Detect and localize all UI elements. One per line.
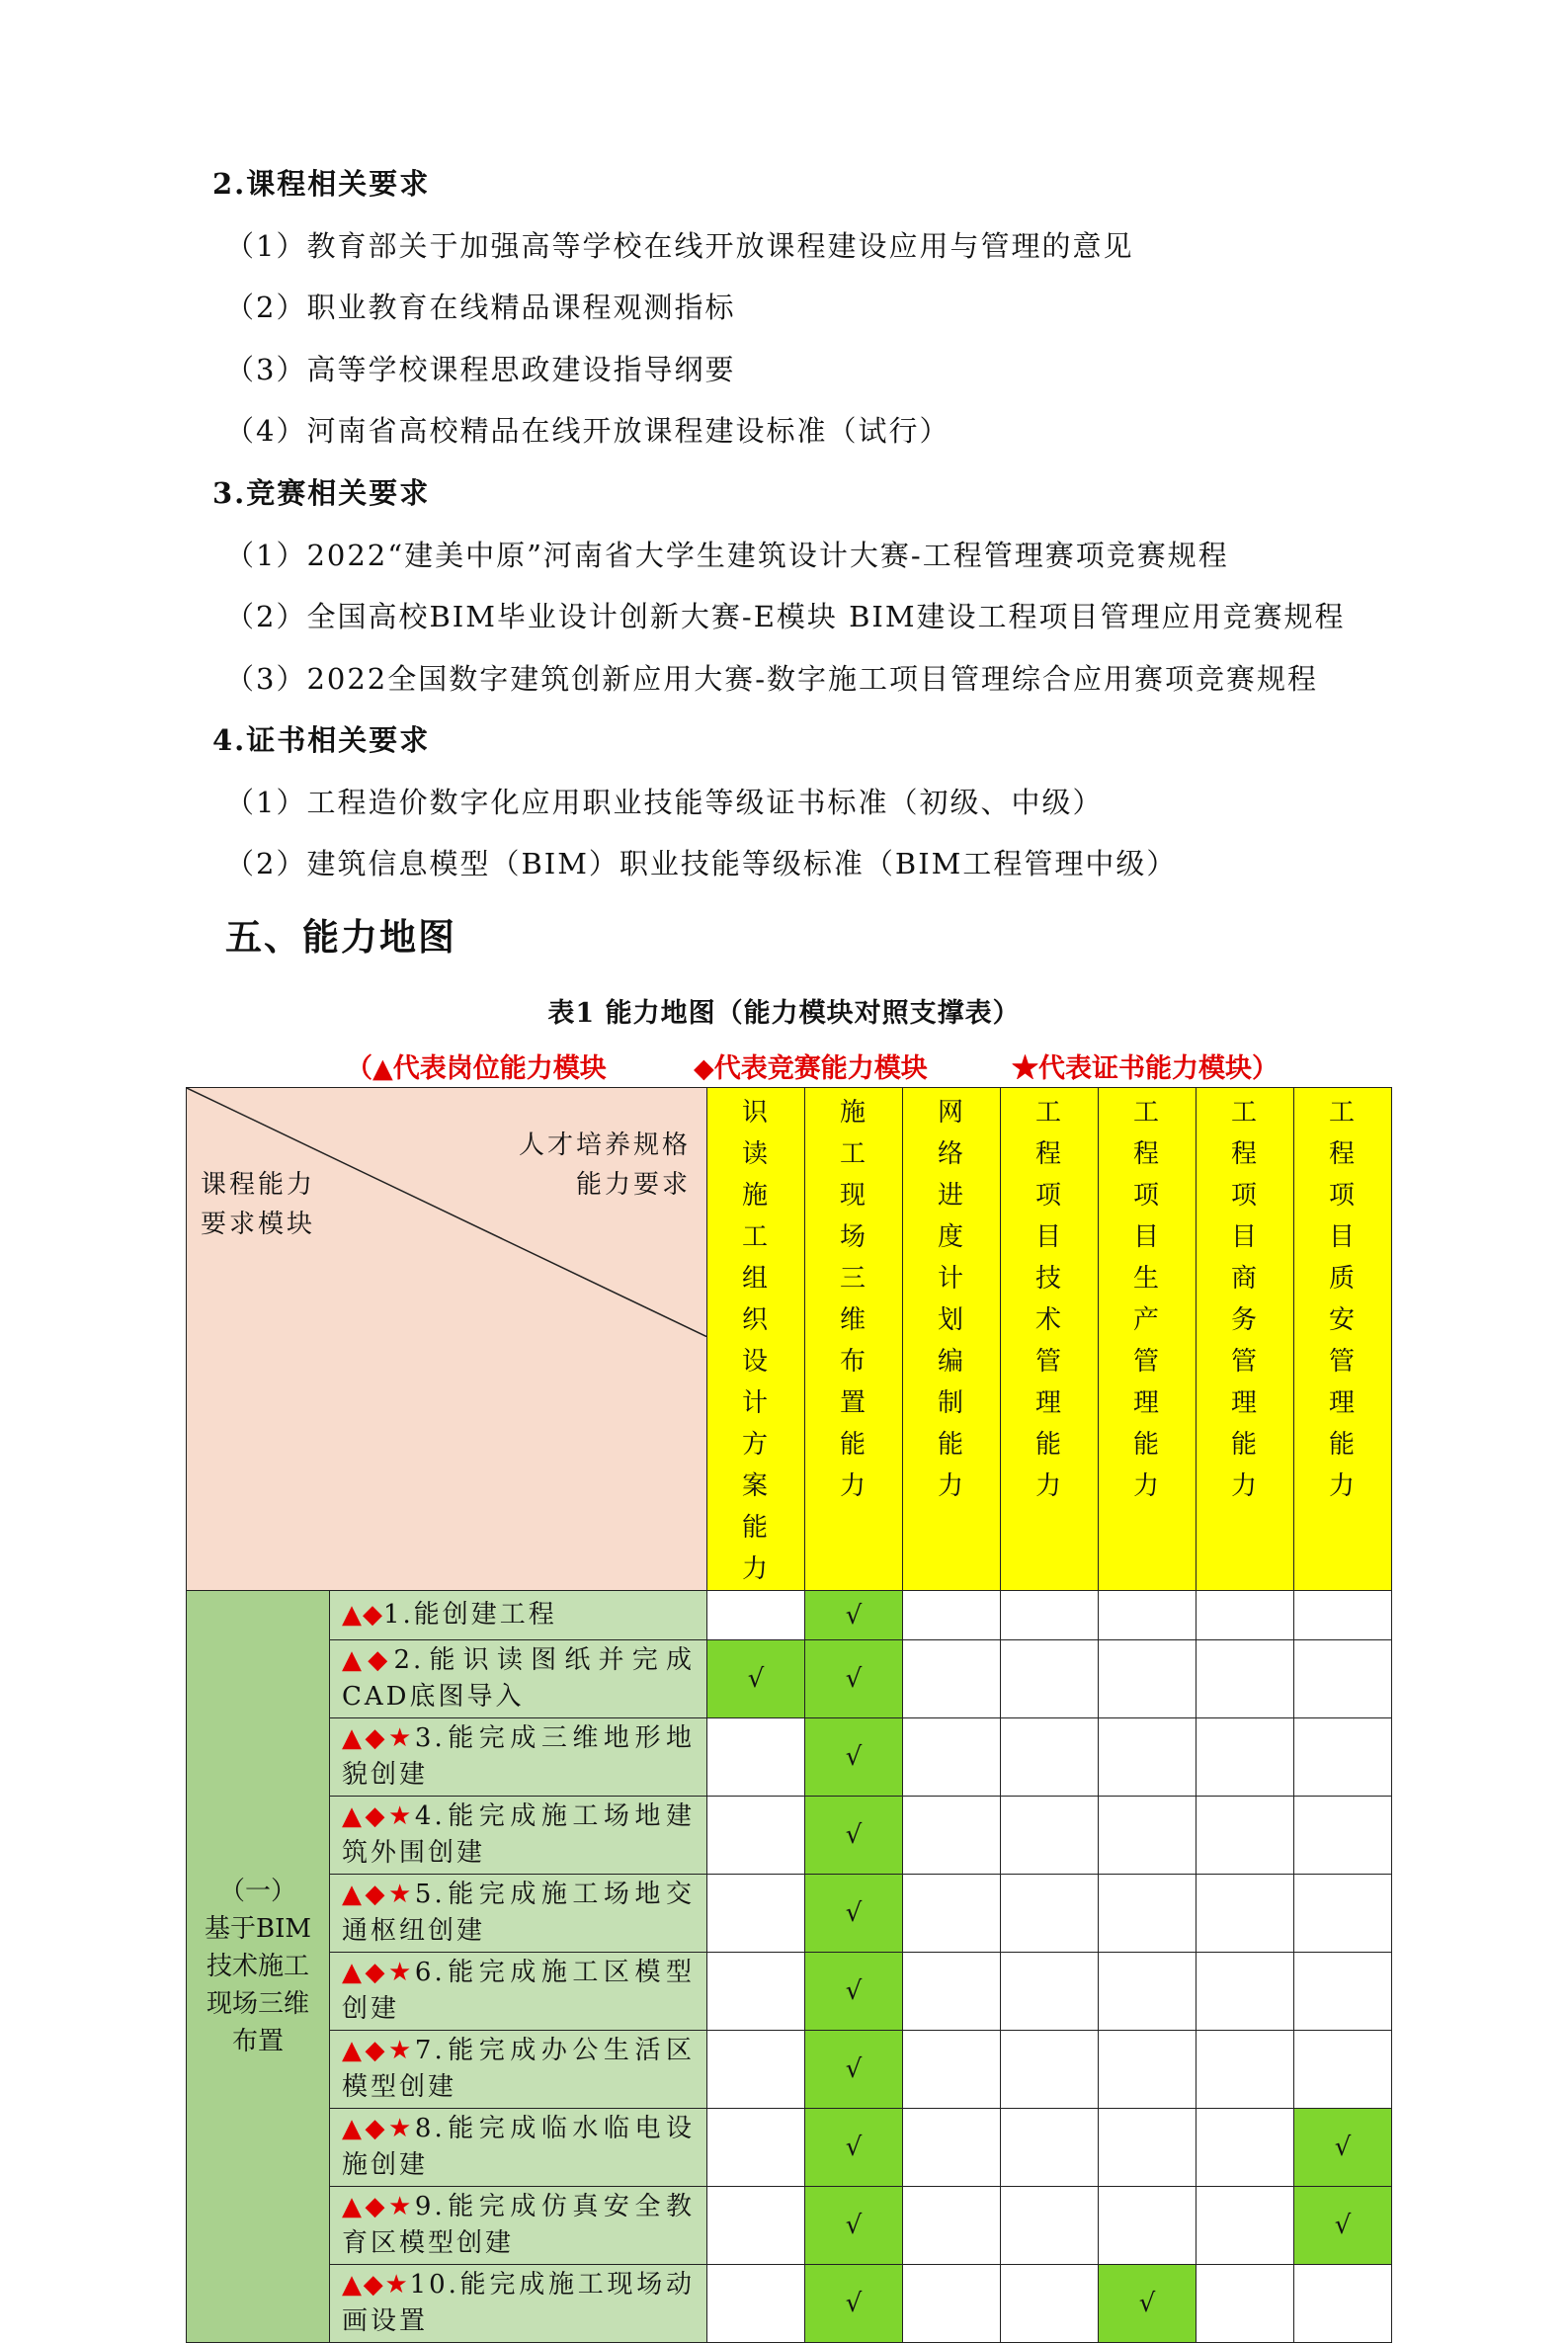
module-marks: ▲◆★ (342, 1958, 415, 1987)
column-header-7: 工程项目质安管理能力 (1294, 1088, 1392, 1591)
ability-map-table (186, 1087, 1392, 2343)
empty-cell (903, 2109, 1001, 2187)
module-marks: ▲◆★ (342, 2192, 415, 2221)
empty-cell (707, 1797, 805, 1875)
support-check-cell: √ (805, 2265, 903, 2343)
contest-item-1: （1）2022“建美中原”河南省大学生建筑设计大赛-工程管理赛项竞赛规程 (225, 539, 1229, 572)
legend-post: （▲代表岗位能力模块 (346, 1053, 607, 1084)
empty-cell (1197, 1640, 1294, 1718)
support-check-cell: √ (805, 2109, 903, 2187)
table-row (187, 1875, 1392, 1953)
cert-item-1: （1）工程造价数字化应用职业技能等级证书标准（初级、中级） (225, 786, 1104, 819)
column-header-5: 工程项目生产管理能力 (1099, 1088, 1197, 1591)
table-row (187, 2265, 1392, 2343)
empty-cell (903, 1591, 1001, 1640)
course-item-1: （1）教育部关于加强高等学校在线开放课程建设应用与管理的意见 (225, 229, 1134, 263)
empty-cell (1294, 1591, 1392, 1640)
section-heading-course: 2.课程相关要求 (212, 167, 431, 201)
ability-requirement-text: 1.能创建工程 (383, 1600, 557, 1630)
column-header-2: 施工现场三维布置能力 (805, 1088, 903, 1591)
module-marks: ▲◆★ (342, 2114, 415, 2143)
column-header-3: 网络进度计划编制能力 (903, 1088, 1001, 1591)
support-check-cell: √ (805, 1718, 903, 1797)
support-check-cell: √ (805, 1953, 903, 2031)
section-heading-cert: 4.证书相关要求 (212, 723, 431, 757)
empty-cell (1197, 1591, 1294, 1640)
corner-bottom-left-label: 课程能力 要求模块 (201, 1170, 316, 1239)
support-check-cell: √ (1294, 2187, 1392, 2265)
table-row (187, 2109, 1392, 2187)
empty-cell (1099, 2187, 1197, 2265)
empty-cell (1197, 2187, 1294, 2265)
empty-cell (1001, 1640, 1099, 1718)
ability-requirement-cell (330, 1797, 707, 1875)
ability-requirement-text: 5.能完成施工场地交通枢纽创建 (342, 1880, 695, 1946)
empty-cell (903, 1953, 1001, 2031)
empty-cell (707, 2109, 805, 2187)
section-heading-contest: 3.竞赛相关要求 (212, 476, 431, 510)
column-header-1: 识读施工组织设计方案能力 (707, 1088, 805, 1591)
empty-cell (1197, 2031, 1294, 2109)
ability-requirement-text: 7.能完成办公生活区模型创建 (342, 2036, 695, 2102)
empty-cell (1294, 2031, 1392, 2109)
module-marks: ▲◆ (342, 1600, 383, 1630)
cert-item-2: （2）建筑信息模型（BIM）职业技能等级标准（BIM工程管理中级） (225, 847, 1178, 880)
empty-cell (1099, 1591, 1197, 1640)
empty-cell (903, 2265, 1001, 2343)
table-row (187, 1797, 1392, 1875)
table-caption: 表1 能力地图（能力模块对照支撑表） (547, 998, 1021, 1029)
column-header-4: 工程项目技术管理能力 (1001, 1088, 1099, 1591)
support-check-cell: √ (805, 1875, 903, 1953)
corner-header-cell (187, 1088, 707, 1591)
contest-item-2: （2）全国高校BIM毕业设计创新大赛-E模块 BIM建设工程项目管理应用竞赛规程 (225, 600, 1346, 633)
empty-cell (1099, 2109, 1197, 2187)
course-item-4: （4）河南省高校精品在线开放课程建设标准（试行） (225, 414, 950, 448)
empty-cell (1294, 1953, 1392, 2031)
support-check-cell: √ (1294, 2109, 1392, 2187)
empty-cell (1001, 2187, 1099, 2265)
empty-cell (1197, 1875, 1294, 1953)
empty-cell (707, 2265, 805, 2343)
empty-cell (1197, 1797, 1294, 1875)
empty-cell (903, 1718, 1001, 1797)
support-check-cell: √ (805, 2187, 903, 2265)
table-header-row (187, 1088, 1392, 1591)
empty-cell (903, 1640, 1001, 1718)
support-check-cell: √ (805, 1640, 903, 1718)
empty-cell (707, 2031, 805, 2109)
ability-requirement-text: 8.能完成临水临电设施创建 (342, 2114, 695, 2180)
ability-requirement-cell (330, 1718, 707, 1797)
empty-cell (707, 1591, 805, 1640)
ability-requirement-cell (330, 1875, 707, 1953)
table-row (187, 2031, 1392, 2109)
course-item-3: （3）高等学校课程思政建设指导纲要 (225, 353, 736, 386)
empty-cell (1099, 1797, 1197, 1875)
empty-cell (903, 1875, 1001, 1953)
empty-cell (1099, 1875, 1197, 1953)
column-header-6: 工程项目商务管理能力 (1197, 1088, 1294, 1591)
ability-requirement-text: 9.能完成仿真安全教育区模型创建 (342, 2192, 695, 2258)
empty-cell (903, 2031, 1001, 2109)
empty-cell (1099, 1953, 1197, 2031)
empty-cell (1294, 1875, 1392, 1953)
module-marks: ▲◆★ (342, 1801, 415, 1831)
empty-cell (707, 1953, 805, 2031)
corner-top-right-label: 人才培养规格 能力要求 (518, 1130, 691, 1200)
empty-cell (1099, 2031, 1197, 2109)
module-marks: ▲◆★ (342, 2270, 410, 2300)
ability-requirement-text: 3.能完成三维地形地貌创建 (342, 1723, 695, 1790)
empty-cell (1294, 2265, 1392, 2343)
table-row (187, 1591, 1392, 1640)
table-row (187, 1718, 1392, 1797)
empty-cell (1294, 1640, 1392, 1718)
ability-requirement-text: 4.能完成施工场地建筑外围创建 (342, 1801, 695, 1868)
ability-requirement-cell (330, 2187, 707, 2265)
empty-cell (1099, 1718, 1197, 1797)
empty-cell (1001, 1953, 1099, 2031)
ability-requirement-cell (330, 2031, 707, 2109)
empty-cell (707, 1718, 805, 1797)
empty-cell (1197, 1718, 1294, 1797)
empty-cell (1001, 1875, 1099, 1953)
course-item-2: （2）职业教育在线精品课程观测指标 (225, 291, 736, 324)
empty-cell (1001, 1797, 1099, 1875)
module-group-cell: （一） 基于BIM 技术施工 现场三维 布置 (187, 1591, 330, 2343)
empty-cell (1001, 2031, 1099, 2109)
chapter-title: 五、能力地图 (225, 916, 456, 959)
ability-requirement-cell (330, 2265, 707, 2343)
empty-cell (1001, 1591, 1099, 1640)
support-check-cell: √ (707, 1640, 805, 1718)
empty-cell (903, 1797, 1001, 1875)
empty-cell (707, 2187, 805, 2265)
module-marks: ▲◆★ (342, 2036, 415, 2065)
empty-cell (1197, 2109, 1294, 2187)
ability-requirement-text: 2.能识读图纸并完成CAD底图导入 (342, 1645, 695, 1712)
support-check-cell: √ (805, 2031, 903, 2109)
module-marks: ▲◆★ (342, 1880, 415, 1909)
ability-requirement-text: 6.能完成施工区模型创建 (342, 1958, 695, 2024)
empty-cell (1001, 1718, 1099, 1797)
empty-cell (1294, 1718, 1392, 1797)
table-row (187, 1953, 1392, 2031)
empty-cell (1197, 2265, 1294, 2343)
empty-cell (903, 2187, 1001, 2265)
support-check-cell: √ (805, 1797, 903, 1875)
table-row (187, 2187, 1392, 2265)
ability-requirement-cell (330, 1953, 707, 2031)
empty-cell (1001, 2265, 1099, 2343)
table-row (187, 1640, 1392, 1718)
support-check-cell: √ (805, 1591, 903, 1640)
empty-cell (1099, 1640, 1197, 1718)
empty-cell (707, 1875, 805, 1953)
legend-cert: ★代表证书能力模块） (1012, 1053, 1279, 1084)
support-check-cell: √ (1099, 2265, 1197, 2343)
ability-requirement-cell (330, 2109, 707, 2187)
ability-requirement-cell (330, 1591, 707, 1640)
ability-requirement-cell (330, 1640, 707, 1718)
contest-item-3: （3）2022全国数字建筑创新应用大赛-数字施工项目管理综合应用赛项竞赛规程 (225, 662, 1319, 696)
module-marks: ▲◆★ (342, 1723, 415, 1753)
module-marks: ▲◆ (342, 1645, 394, 1675)
empty-cell (1197, 1953, 1294, 2031)
empty-cell (1294, 1797, 1392, 1875)
legend-contest: ◆代表竞赛能力模块 (694, 1053, 928, 1084)
empty-cell (1001, 2109, 1099, 2187)
ability-requirement-text: 10.能完成施工现场动画设置 (342, 2270, 695, 2336)
